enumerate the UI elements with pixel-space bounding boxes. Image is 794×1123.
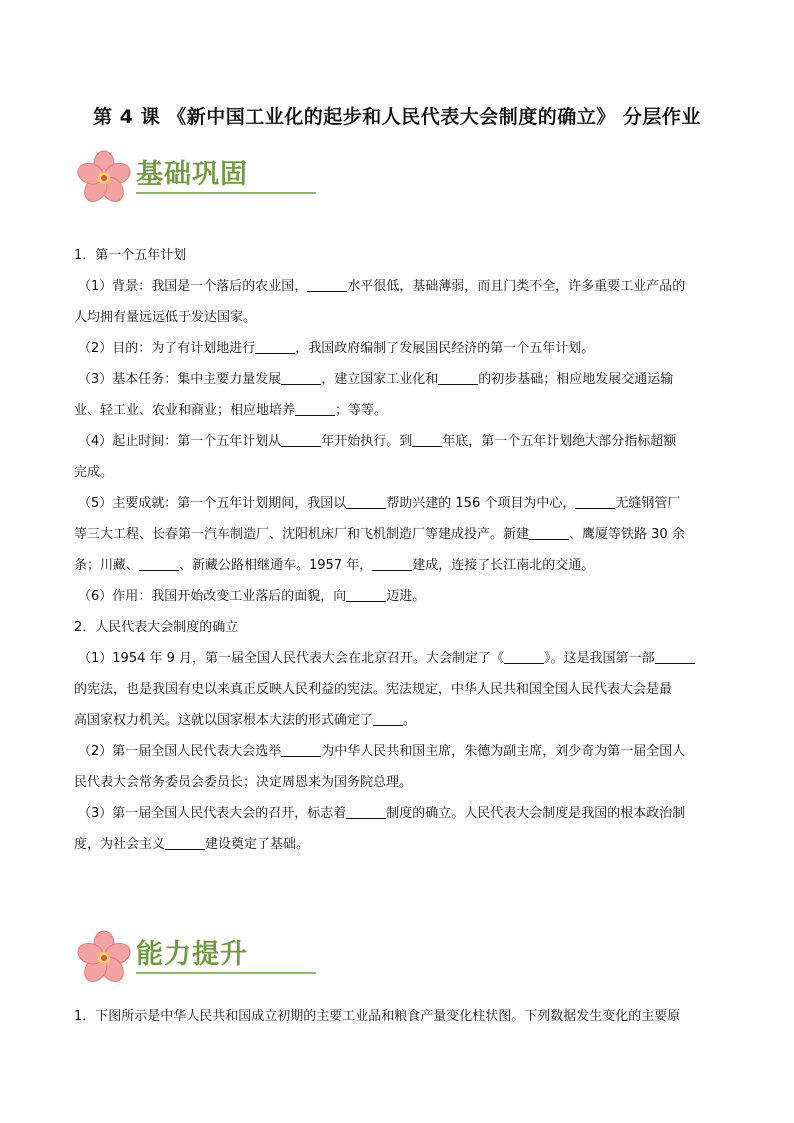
answer-blank[interactable] bbox=[346, 804, 386, 819]
paragraph: 人均拥有量远远低于发达国家。 bbox=[74, 310, 257, 325]
answer-blank[interactable] bbox=[281, 432, 321, 447]
paragraph: （6）作用：我国开始改变工业落后的面貌，向 迈进。 bbox=[78, 589, 426, 604]
paragraph: （3）基本任务：集中主要力量发展 ，建立国家工业化和 的初步基础；相应地发展交通运输 bbox=[78, 372, 674, 387]
paragraph: （4）起止时间：第一个五年计划从 年开始执行。到 年底，第一个五年计划绝大部分指标超额 bbox=[78, 434, 677, 449]
answer-blank[interactable] bbox=[281, 370, 321, 385]
answer-blank[interactable] bbox=[307, 277, 347, 292]
item-title: 1．第一个五年计划 bbox=[74, 248, 187, 263]
paragraph: （1）1954 年 9 月，第一届全国人民代表大会在北京召开。大会制定了《 》。这是我国第一部 bbox=[74, 643, 724, 674]
paragraph: （2）第一届全国人民代表大会选举 为中华人民共和国主席，朱德为副主席，刘少奇为第一届全国人 bbox=[78, 744, 686, 759]
paragraph: （1）背景：我国是一个落后的农业国， 水平很低，基础薄弱，而且门类不全，许多重要工业产品的 bbox=[78, 279, 686, 294]
section-heading-label: 能力提升 bbox=[136, 939, 248, 970]
answer-blank[interactable] bbox=[412, 432, 442, 447]
section-heading-label: 基础巩固 bbox=[136, 159, 248, 190]
heading-underline bbox=[136, 972, 316, 974]
flower-icon bbox=[74, 150, 136, 206]
paragraph: 的宪法，也是我国有史以来真正反映人民利益的宪法。宪法规定，中华人民共和国全国人民代表大会是最 bbox=[74, 682, 673, 697]
answer-blank[interactable] bbox=[346, 587, 386, 602]
answer-blank[interactable] bbox=[373, 711, 403, 726]
item-title: 2．人民代表大会制度的确立 bbox=[74, 620, 239, 635]
section-advanced-content bbox=[74, 1001, 724, 1032]
paragraph: 民代表大会常务委员会委员长；决定周恩来为国务院总理。 bbox=[74, 775, 413, 790]
page-title: 第 4 课 《新中国工业化的起步和人民代表大会制度的确立》 分层作业 bbox=[93, 106, 701, 128]
paragraph: 条；川藏、 、新藏公路相继通车。1957 年， 建成，连接了长江南北的交通。 bbox=[74, 558, 595, 573]
flower-icon bbox=[74, 930, 136, 986]
answer-blank[interactable] bbox=[655, 649, 695, 664]
answer-blank[interactable] bbox=[504, 649, 544, 664]
heading-underline bbox=[136, 192, 316, 194]
paragraph: 等三大工程、长春第一汽车制造厂、沈阳机床厂和飞机制造厂等建成投产。新建 、鹰厦等铁路 30 余 bbox=[74, 527, 685, 542]
paragraph: 高国家权力机关。这就以国家根本大法的形式确定了 。 bbox=[74, 713, 417, 728]
answer-blank[interactable] bbox=[295, 401, 335, 416]
section-heading-basic bbox=[74, 150, 254, 206]
answer-blank[interactable] bbox=[255, 339, 295, 354]
answer-blank[interactable] bbox=[281, 742, 321, 757]
answer-blank[interactable] bbox=[139, 556, 179, 571]
paragraph: （3）第一届全国人民代表大会的召开，标志着 制度的确立。人民代表大会制度是我国的根本政治制 bbox=[78, 806, 686, 821]
section-heading-advanced bbox=[74, 930, 254, 986]
answer-blank[interactable] bbox=[372, 556, 412, 571]
answer-blank[interactable] bbox=[529, 525, 569, 540]
answer-blank[interactable] bbox=[438, 370, 478, 385]
paragraph: 业、轻工业、农业和商业；相应地培养 ；等等。 bbox=[74, 403, 388, 418]
paragraph: 度，为社会主义 建设奠定了基础。 bbox=[74, 837, 310, 852]
question-text: 1．下图所示是中华人民共和国成立初期的主要工业品和粮食产量变化柱状图。下列数据发生变化的主要原 bbox=[74, 1009, 681, 1024]
answer-blank[interactable] bbox=[575, 494, 615, 509]
paragraph: （5）主要成就：第一个五年计划期间，我国以 帮助兴建的 156 个项目为中心， 无缝钢管厂 bbox=[78, 496, 681, 511]
answer-blank[interactable] bbox=[346, 494, 386, 509]
section-basic-content bbox=[74, 240, 724, 860]
paragraph: 完成。 bbox=[74, 465, 114, 480]
paragraph: （2）目的：为了有计划地进行 ，我国政府编制了发展国民经济的第一个五年计划。 bbox=[78, 341, 595, 356]
answer-blank[interactable] bbox=[165, 835, 205, 850]
